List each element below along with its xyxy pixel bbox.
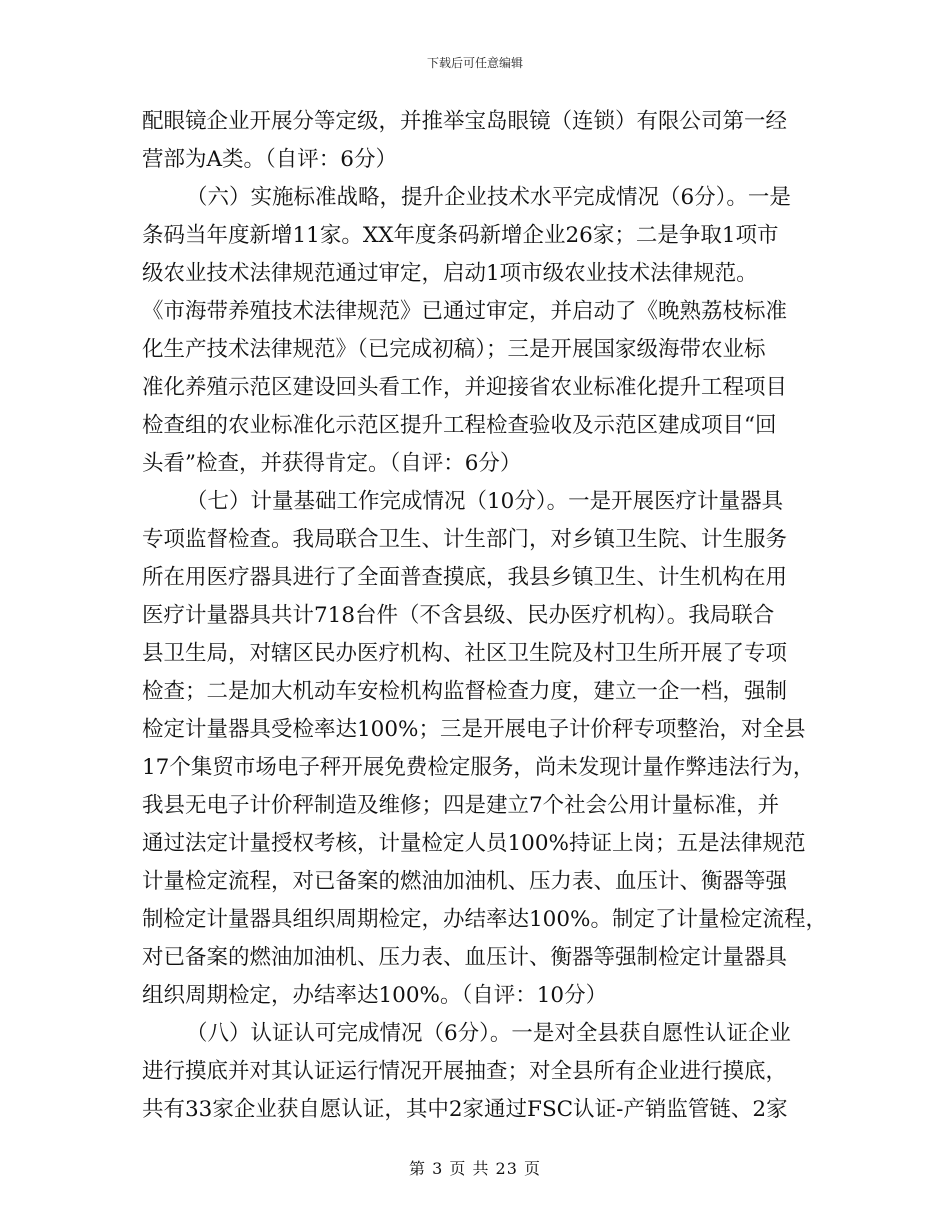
text-line: 化生产技术法律规范》（已完成初稿）；三是开展国家级海带农业标 — [142, 337, 766, 362]
text-line: 组织周期检定，办结率达100%。（自评：10分） — [142, 983, 608, 1008]
text-line: 通过法定计量授权考核，计量检定人员100%持证上岗；五是法律规范 — [142, 831, 806, 856]
text-line: 检定计量器具受检率达100%；三是开展电子计价秤专项整治，对全县 — [142, 717, 806, 742]
text-line: 17个集贸市场电子秤开展免费检定服务，尚未发现计量作弊违法行为， — [142, 755, 815, 780]
text-line: 检查组的农业标准化示范区提升工程检查验收及示范区建成项目“回 — [142, 413, 777, 438]
text-line: 条码当年度新增11家。XX年度条码新增企业26家；二是争取1项市 — [142, 223, 779, 248]
page-header: 下载后可任意编辑 — [426, 56, 523, 70]
text-line: 制检定计量器具组织周期检定，办结率达100%。制定了计量检定流程， — [142, 907, 827, 932]
page-number-footer: 第 3 页 共 23 页 — [409, 1159, 541, 1178]
text-line: 准化养殖示范区建设回头看工作，并迎接省农业标准化提升工程项目 — [142, 375, 788, 400]
text-line: 县卫生局，对辖区民办医疗机构、社区卫生院及村卫生所开展了专项 — [142, 641, 788, 666]
text-line: 所在用医疗器具进行了全面普查摸底，我县乡镇卫生、计生机构在用 — [142, 565, 788, 590]
text-line: 《市海带养殖技术法律规范》已通过审定，并启动了《晚熟荔枝标准 — [142, 299, 788, 324]
text-line: 医疗计量器具共计718台件（不含县级、民办医疗机构）。我局联合 — [142, 603, 775, 628]
text-line: 级农业技术法律规范通过审定，启动1项市级农业技术法律规范。 — [142, 261, 758, 286]
text-line: 配眼镜企业开展分等定级，并推举宝岛眼镜（连锁）有限公司第一经 — [142, 109, 788, 134]
text-line: 进行摸底并对其认证运行情况开展抽查；对全县所有企业进行摸底， — [142, 1059, 788, 1084]
text-line: 共有33家企业获自愿认证，其中2家通过FSC认证-产销监管链、2家 — [142, 1097, 788, 1122]
document-body — [142, 103, 827, 1129]
text-line: 我县无电子计价秤制造及维修；四是建立7个社会公用计量标准，并 — [142, 793, 780, 818]
text-line: 检查；二是加大机动车安检机构监督检查力度，建立一企一档，强制 — [142, 679, 788, 704]
text-line: 对已备案的燃油加油机、压力表、血压计、衡器等强制检定计量器具 — [142, 945, 788, 970]
text-line: 计量检定流程，对已备案的燃油加油机、压力表、血压计、衡器等强 — [142, 869, 788, 894]
section-8-heading-line: （八）认证认可完成情况（6分）。一是对全县获自愿性认证企业 — [186, 1021, 791, 1046]
text-line: 头看”检查，并获得肯定。（自评：6分） — [142, 451, 522, 476]
text-line: 营部为A类。（自评：6分） — [142, 147, 397, 172]
text-line: 专项监督检查。我局联合卫生、计生部门，对乡镇卫生院、计生服务 — [142, 527, 788, 552]
section-7-heading-line: （七）计量基础工作完成情况（10分）。一是开展医疗计量器具 — [186, 489, 784, 514]
section-6-heading-line: （六）实施标准战略，提升企业技术水平完成情况（6分）。一是 — [186, 185, 791, 210]
